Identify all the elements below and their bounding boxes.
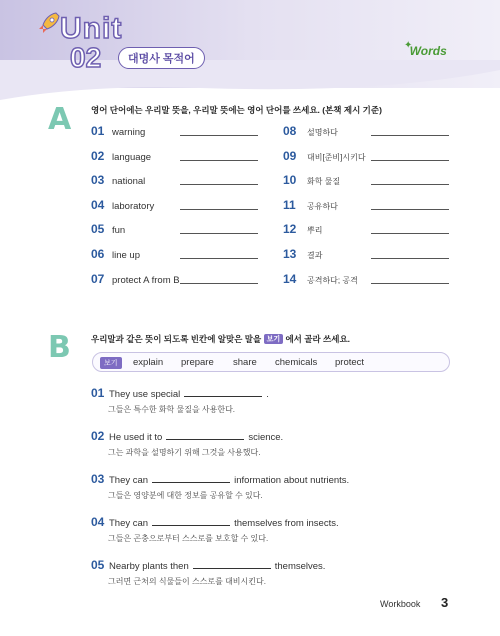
unit-number: 02 <box>70 42 102 73</box>
vocab-word: fun <box>112 225 126 236</box>
footer-label: Workbook <box>380 599 421 609</box>
answer-blank[interactable] <box>371 258 449 259</box>
unit-subtitle: 대명사 목적어 <box>118 47 205 69</box>
korean-translation: 그들은 영양분에 대한 정보를 공유할 수 있다. <box>108 491 263 500</box>
korean-meaning: 결과 <box>307 251 323 260</box>
sentence-start: They use special <box>109 389 181 400</box>
unit-word: Unit <box>60 12 123 45</box>
korean-meaning: 설명하다 <box>307 128 338 137</box>
vocab-item <box>91 272 180 290</box>
sentence-end: themselves. <box>274 561 326 572</box>
answer-blank[interactable] <box>180 160 258 161</box>
answer-blank[interactable] <box>166 430 244 440</box>
vocab-item <box>91 149 151 167</box>
vocab-item <box>91 124 145 142</box>
item-number: 02 <box>91 429 105 443</box>
answer-blank[interactable] <box>180 184 258 185</box>
answer-blank[interactable] <box>152 473 230 483</box>
sentence-end: . <box>266 389 269 400</box>
sparkle-icon: ✦ <box>404 40 413 51</box>
item-number: 11 <box>283 198 296 212</box>
item-number: 03 <box>91 173 105 187</box>
vocab-item <box>91 198 154 216</box>
answer-blank[interactable] <box>371 184 449 185</box>
section-a-instruction: 영어 단어에는 우리말 뜻을, 우리말 뜻에는 영어 단어를 쓰세요. (본책 제시 기준) <box>91 105 382 115</box>
vocab-item <box>283 149 366 167</box>
answer-blank[interactable] <box>371 283 449 284</box>
item-number: 05 <box>91 558 105 572</box>
sentence-start: They can <box>109 475 149 486</box>
vocab-item <box>283 124 338 142</box>
sentence-item <box>91 386 269 400</box>
word-bank-word: prepare <box>181 357 214 368</box>
item-number: 08 <box>283 124 297 138</box>
answer-blank[interactable] <box>180 283 258 284</box>
vocab-item <box>283 222 322 240</box>
korean-translation: 그는 과학을 설명하기 위해 그것을 사용했다. <box>108 448 261 457</box>
item-number: 01 <box>91 124 105 138</box>
words-tag: Words <box>409 44 447 58</box>
item-number: 09 <box>283 149 297 163</box>
vocab-word: warning <box>112 127 146 138</box>
answer-blank[interactable] <box>152 516 230 526</box>
sentence-end: information about nutrients. <box>234 475 350 486</box>
answer-blank[interactable] <box>371 233 449 234</box>
vocab-item <box>91 173 145 191</box>
item-number: 03 <box>91 472 105 486</box>
page-number: 3 <box>441 595 449 610</box>
answer-blank[interactable] <box>180 209 258 210</box>
item-number: 04 <box>91 515 105 529</box>
bogi-inline-tag: 보기 <box>264 334 284 344</box>
item-number: 05 <box>91 222 105 236</box>
sentence-start: He used it to <box>109 432 163 443</box>
korean-meaning: 대비[준비]시키다 <box>307 153 366 162</box>
korean-translation: 그들은 특수한 화학 물질을 사용한다. <box>108 405 236 414</box>
vocab-item <box>283 272 358 290</box>
sentence-item <box>91 515 339 529</box>
korean-translation: 그러면 근처의 식물들이 스스로를 대비시킨다. <box>108 577 266 586</box>
sentence-item <box>91 472 349 486</box>
word-bank-word: share <box>233 357 257 368</box>
vocab-word: line up <box>112 250 140 261</box>
item-number: 07 <box>91 272 105 286</box>
item-number: 04 <box>91 198 105 212</box>
korean-meaning: 공유하다 <box>307 202 338 211</box>
sentence-start: Nearby plants then <box>109 561 189 572</box>
vocab-word: national <box>112 176 146 187</box>
answer-blank[interactable] <box>371 160 449 161</box>
sentence-item <box>91 429 283 443</box>
section-a-letter: A <box>48 102 72 137</box>
korean-meaning: 화학 물질 <box>307 177 341 186</box>
word-bank-label: 보기 <box>100 357 122 369</box>
answer-blank[interactable] <box>371 209 449 210</box>
korean-meaning: 뿌리 <box>307 226 323 235</box>
answer-blank[interactable] <box>180 233 258 234</box>
vocab-word: laboratory <box>112 201 155 212</box>
korean-meaning: 공격하다; 공격 <box>307 276 358 285</box>
sentence-end: themselves from insects. <box>234 518 339 529</box>
sentence-end: science. <box>248 432 284 443</box>
sentence-start: They can <box>109 518 149 529</box>
word-bank-word: protect <box>335 357 365 368</box>
vocab-item <box>283 247 322 265</box>
answer-blank[interactable] <box>180 258 258 259</box>
vocab-item <box>283 173 340 191</box>
word-bank-word: explain <box>133 357 164 368</box>
sentence-item <box>91 558 325 572</box>
answer-blank[interactable] <box>193 559 271 569</box>
section-b-instruction: 우리말과 같은 뜻이 되도록 빈칸에 알맞은 말을 보기 에서 골라 쓰세요. <box>91 334 351 344</box>
answer-blank[interactable] <box>184 387 262 397</box>
item-number: 01 <box>91 386 105 400</box>
answer-blank[interactable] <box>180 135 258 136</box>
section-b-letter: B <box>48 330 71 365</box>
item-number: 10 <box>283 173 297 187</box>
rocket-icon <box>36 10 62 36</box>
item-number: 06 <box>91 247 105 261</box>
vocab-item <box>91 247 140 265</box>
answer-blank[interactable] <box>371 135 449 136</box>
vocab-item <box>91 222 125 240</box>
item-number: 02 <box>91 149 105 163</box>
vocab-word: language <box>112 152 152 163</box>
korean-translation: 그들은 곤충으로부터 스스로를 보호할 수 있다. <box>108 534 269 543</box>
item-number: 14 <box>283 272 297 286</box>
vocab-word: protect A from B <box>112 275 180 286</box>
item-number: 13 <box>283 247 297 261</box>
vocab-item <box>283 198 338 216</box>
word-bank-word: chemicals <box>275 357 318 368</box>
item-number: 12 <box>283 222 297 236</box>
